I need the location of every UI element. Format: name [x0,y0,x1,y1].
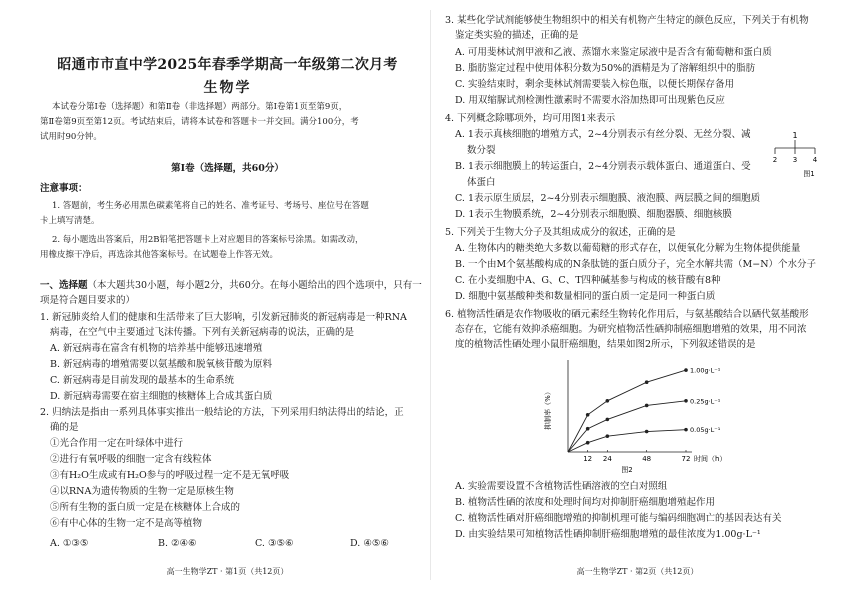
x-tick-label: 72 [681,455,691,463]
fig1-node-1: 1 [792,131,798,140]
q2-option-c: C. ③⑤⑥ [255,538,294,549]
note-2-line-2: 用橡皮擦干净后，再选涂其他答案标号。在试题卷上作答无效。 [40,250,279,260]
q2-statement-3: ③有H₂O生成或有H₂O参与的呼吸过程一定不是无氧呼吸 [50,470,290,481]
series-line-1 [568,370,686,452]
x-tick-label: 48 [642,455,652,463]
part-1-instructions [40,279,422,294]
q3-option-d: D. 用双缩脲试剂检测性激素时不需要水浴加热即可出现紫色反应 [455,95,725,106]
data-point [645,404,649,408]
x-tick-label: 12 [583,455,593,463]
q2-statement-4: ④以RNA为遗传物质的生物一定是原核生物 [50,486,234,497]
page-2-footer: 高一生物学ZT · 第2页（共12页） [576,567,699,576]
q4-option-c: C. 1表示原生质层，2~4分别表示细胞膜、液泡膜、两层膜之间的细胞质 [455,193,761,204]
q5-option-d: D. 细胞中氨基酸种类和数量相同的蛋白质一定是同一种蛋白质 [455,291,716,302]
fig1-node-3: 3 [792,156,798,164]
fig1-node-4: 4 [812,156,818,164]
part-1-heading: 一、选择题 [40,280,88,291]
part-1-line-2: 项是符合题目要求的） [40,295,136,306]
q3-option-c: C. 实验结束时，剩余斐林试剂需要装入棕色瓶，以便长期保存备用 [455,79,734,90]
data-point [645,430,649,434]
intro-line-3: 试用时90分钟。 [40,132,102,142]
series-label-3: 0.05g·L⁻¹ [690,426,721,435]
notes-title: 注意事项： [40,183,88,194]
fig1-caption: 图1 [803,170,815,178]
fig1-node-2: 2 [772,156,778,164]
q3-option-a: A. 可用斐林试剂甲液和乙液、蒸馏水来鉴定尿液中是否含有葡萄糖和蛋白质 [455,47,772,58]
data-point [606,399,610,403]
q4-option-d: D. 1表示生物膜系统，2~4分别表示细胞膜、细胞器膜、细胞核膜 [455,209,732,220]
q4-stem: 4. 下列概念除哪项外，均可用图1来表示 [445,113,616,124]
q2-option-a: A. ①③⑤ [50,538,89,549]
q6-option-b: B. 植物活性硒的浓度和处理时间均对抑制肝癌细胞增殖起作用 [455,497,716,508]
q5-option-c: C. 在小麦细胞中A、G、C、T四种碱基参与构成的核苷酸有8种 [455,275,721,286]
data-point [586,427,590,431]
q6-option-a: A. 实验需要设置不含植物活性硒溶液的空白对照组 [455,481,668,492]
data-point [645,380,649,384]
series-label-2: 0.25g·L⁻¹ [690,397,721,406]
q6-stem-1: 6. 植物活性硒是农作物吸收的硒元素经生物转化作用后，与氨基酸结合以硒代氨基酸形 [445,309,809,320]
q4-option-a-line-1: A. 1表示真核细胞的增殖方式，2~4分别表示有丝分裂、无丝分裂、减 [455,129,751,140]
q5-stem: 5. 下列关于生物大分子及其组成成分的叙述，正确的是 [445,227,676,238]
q2-statement-5: ⑤所有生物的蛋白质一定是在核糖体上合成的 [50,502,241,513]
q1-option-d: D. 新冠病毒需要在宿主细胞的核糖体上合成其蛋白质 [50,391,273,402]
figure-1-diagram [765,128,825,180]
page-divider [430,10,431,580]
q4-option-a-line-2: 数分裂 [467,145,496,156]
intro-line-1: 本试卷分第Ⅰ卷（选择题）和第Ⅱ卷（非选择题）两部分。第Ⅰ卷第1页至第9页， [52,102,348,112]
q6-option-c: C. 植物活性硒对肝癌细胞增殖的抑制机理可能与编码细胞凋亡的基因表达有关 [455,513,782,524]
y-axis-label: 抑制率（%） [544,388,552,430]
chart-axes [543,360,726,474]
figure-2-chart [540,356,740,474]
exam-title: 昭通市市直中学2025年春季学期高一年级第二次月考 [57,57,398,73]
data-point [684,428,688,432]
series-line-2 [568,401,686,452]
q3-stem-1: 3. 某些化学试剂能够使生物组织中的相关有机物产生特定的颜色反应，下列关于有机物 [445,15,809,26]
data-point [684,368,688,372]
data-point [586,413,590,417]
q3-stem-2: 鉴定类实验的描述，正确的是 [455,30,579,41]
q5-option-b: B. 一个由M个氨基酸构成的N条肽链的蛋白质分子，完全水解共需（M−N）个水分子 [455,259,817,270]
data-point [586,441,590,445]
x-axis-label: 时间（h） [694,455,727,463]
exam-subject: 生物学 [203,80,252,96]
q2-statement-1: ①光合作用一定在叶绿体中进行 [50,438,184,449]
q2-statement-2: ②进行有氧呼吸的细胞一定含有线粒体 [50,454,212,465]
series-label-1: 1.00g·L⁻¹ [690,366,721,375]
q4-option-b-line-2: 体蛋白 [467,177,496,188]
note-1-line-2: 卡上填写清楚。 [40,216,100,226]
q2-option-d: D. ④⑤⑥ [350,538,389,549]
q2-option-b: B. ②④⑥ [158,538,197,549]
q1-option-c: C. 新冠病毒是目前发现的最基本的生命系统 [50,375,234,386]
note-2-line-1: 2. 每小题选出答案后，用2B铅笔把答题卡上对应题目的答案标号涂黑。如需改动， [52,235,364,245]
part-1-line-1: （本大题共30小题，每小题2分，共60分。在每小题给出的四个选项中，只有一 [87,280,422,291]
q2-stem-1: 2. 归纳法是指由一系列具体事实推出一般结论的方法，下列采用归纳法得出的结论，正 [40,407,404,418]
intro-line-2: 第Ⅱ卷第9页至第12页。考试结束后，请将本试卷和答题卡一并交回。满分100分，考 [40,117,359,127]
q1-stem-1: 1. 新冠肺炎给人们的健康和生活带来了巨大影响，引发新冠肺炎的新冠病毒是一种RNA [40,312,407,323]
x-tick-label: 24 [602,455,612,463]
figure-2-caption: 图2 [621,466,633,474]
data-point [606,418,610,422]
data-point [606,434,610,438]
q2-stem-2: 确的是 [50,422,79,433]
q3-option-b: B. 脂肪鉴定过程中使用体积分数为50%的酒精是为了溶解组织中的脂肪 [455,63,756,74]
q6-stem-3: 度的植物活性硒处理小鼠肝癌细胞，结果如图2所示，下列叙述错误的是 [455,339,756,350]
q1-option-a: A. 新冠病毒在富含有机物的培养基中能够迅速增殖 [50,343,263,354]
q6-option-d: D. 由实验结果可知植物活性硒抑制肝癌细胞增殖的最佳浓度为1.00g·L⁻¹ [455,529,761,540]
q2-statement-6: ⑥有中心体的生物一定不是高等植物 [50,518,203,529]
chart-marks [568,367,721,452]
section-title: 第Ⅰ卷（选择题，共60分） [171,163,284,174]
q5-option-a: A. 生物体内的糖类绝大多数以葡萄糖的形式存在，以便氧化分解为生物体提供能量 [455,243,801,254]
q6-stem-2: 态存在，它能有效抑杀癌细胞。为研究植物活性硒抑制癌细胞增殖的效果，用不同浓 [455,324,807,335]
q4-option-b-line-1: B. 1表示细胞膜上的转运蛋白，2~4分别表示载体蛋白、通道蛋白、受 [455,161,751,172]
page-1-footer: 高一生物学ZT · 第1页（共12页） [166,567,289,576]
q1-option-b: B. 新冠病毒的增殖需要以氨基酸和脱氧核苷酸为原料 [50,359,273,370]
series-line-3 [568,430,686,452]
q1-stem-2: 病毒，在空气中主要通过飞沫传播。下列有关新冠病毒的说法，正确的是 [50,327,355,338]
data-point [684,399,688,403]
note-1-line-1: 1. 答题前，考生务必用黑色碳素笔将自己的姓名、准考证号、考场号、座位号在答题 [52,201,369,211]
